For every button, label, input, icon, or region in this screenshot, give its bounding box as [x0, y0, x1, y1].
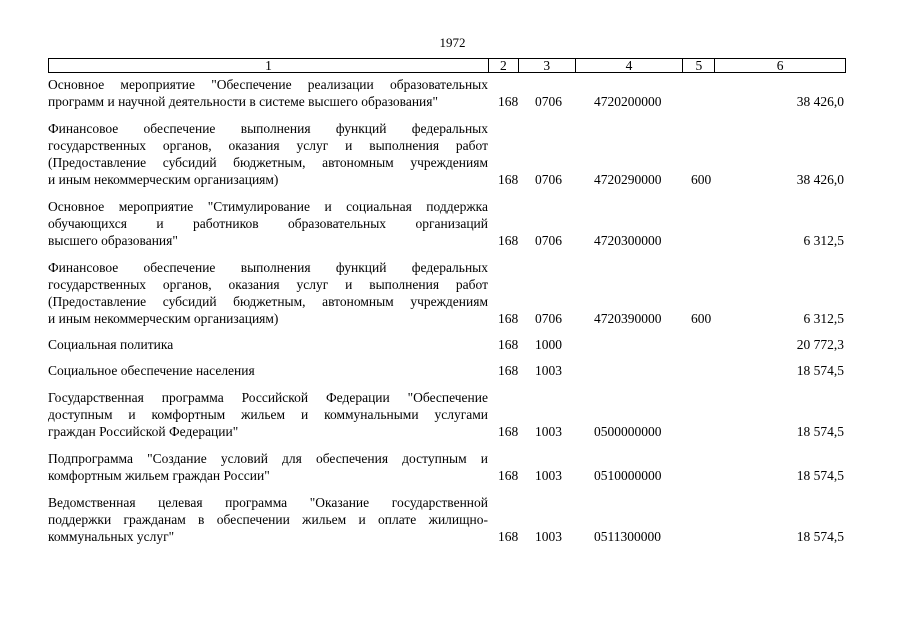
table-body: [48, 76, 846, 545]
row-cell-c3: 0706: [535, 172, 562, 187]
row-cell-c2: 168: [498, 311, 519, 326]
row-cell-c6: 38 426,0: [796, 94, 844, 109]
row-cell-c2: 168: [498, 172, 519, 187]
row-cell-c4: 4720290000: [594, 172, 662, 187]
header-col-6: 6: [776, 58, 784, 73]
description-line: Основное мероприятие "Обеспечение реализации образовательных: [48, 77, 488, 92]
description-line: доступным и комфортным жильем и коммунальными услугами: [48, 407, 488, 422]
row-cell-c3: 0706: [535, 233, 562, 248]
row-description: [48, 120, 488, 188]
description-line: Финансовое обеспечение выполнения функций федеральных: [48, 260, 488, 275]
row-cell-c2: 168: [498, 363, 519, 378]
row-description: [48, 259, 488, 327]
row-cell-c4: 0500000000: [594, 424, 662, 439]
description-line: Государственная программа Российской Федерации "Обеспечение: [48, 390, 488, 405]
row-cell-c3: 1003: [535, 468, 562, 483]
description-line: Основное мероприятие "Стимулирование и социальная поддержка: [48, 199, 488, 214]
description-line: высшего образования": [48, 233, 178, 248]
row-cell-c4: 4720390000: [594, 311, 662, 326]
table-row: [48, 494, 846, 545]
header-col-2: 2: [489, 59, 519, 72]
row-cell-c2: 168: [498, 529, 519, 544]
row-cell-c6: 18 574,5: [796, 529, 844, 544]
description-line: государственных органов, оказания услуг и выполнения работ: [48, 138, 488, 153]
row-cell-c3: 1003: [535, 529, 562, 544]
row-description: [48, 336, 488, 353]
table-row: [48, 259, 846, 327]
header-col-5: 5: [683, 59, 715, 72]
table-row: [48, 362, 846, 379]
description-line: Социальная политика: [48, 337, 174, 352]
description-line: Ведомственная целевая программа "Оказание государственной: [48, 495, 488, 510]
row-cell-c5: 600: [691, 172, 712, 187]
row-cell-c3: 1003: [535, 363, 562, 378]
row-cell-c2: 168: [498, 424, 519, 439]
header-col-3: 3: [519, 59, 576, 72]
row-cell-c6: 18 574,5: [796, 363, 844, 378]
table-row: [48, 336, 846, 353]
description-line: Социальное обеспечение населения: [48, 363, 255, 378]
description-line: (Предоставление субсидий бюджетным, автономным учреждениям: [48, 155, 488, 170]
description-line: и иным некоммерческим организациям): [48, 311, 279, 326]
row-cell-c2: 168: [498, 94, 519, 109]
description-line: и иным некоммерческим организациям): [48, 172, 279, 187]
description-line: (Предоставление субсидий бюджетным, автономным учреждениям: [48, 294, 488, 309]
row-cell-c4: 0510000000: [594, 468, 662, 483]
row-cell-c3: 1000: [535, 337, 562, 352]
header-col-4: 4: [576, 59, 684, 72]
row-description: [48, 450, 488, 484]
page-number: 1972: [439, 35, 466, 50]
row-description: [48, 198, 488, 249]
row-cell-c4: 4720300000: [594, 233, 662, 248]
description-line: программ и научной деятельности в системе высшего образования": [48, 94, 438, 109]
row-cell-c5: 600: [691, 311, 712, 326]
table-row: [48, 198, 846, 249]
description-line: государственных органов, оказания услуг и выполнения работ: [48, 277, 488, 292]
row-cell-c3: 0706: [535, 311, 562, 326]
table-row: [48, 450, 846, 484]
description-line: обучающихся и работников образовательных организаций: [48, 216, 488, 231]
description-line: Финансовое обеспечение выполнения функций федеральных: [48, 121, 488, 136]
row-cell-c6: 18 574,5: [796, 424, 844, 439]
description-line: поддержки гражданам в обеспечении жильем и оплате жилищно-: [48, 512, 488, 527]
row-description: [48, 494, 488, 545]
row-cell-c2: 168: [498, 337, 519, 352]
row-cell-c6: 20 772,3: [796, 337, 844, 352]
row-cell-c4: 4720200000: [594, 94, 662, 109]
description-line: комфортным жильем граждан России": [48, 468, 270, 483]
row-cell-c6: 6 312,5: [803, 233, 844, 248]
header-col-1: 1: [49, 59, 489, 72]
row-description: [48, 389, 488, 440]
row-cell-c2: 168: [498, 468, 519, 483]
row-cell-c2: 168: [498, 233, 519, 248]
row-cell-c4: 0511300000: [594, 529, 661, 544]
row-cell-c6: 6 312,5: [803, 311, 844, 326]
table-header: [48, 58, 846, 73]
row-cell-c6: 38 426,0: [796, 172, 844, 187]
table-row: [48, 76, 846, 110]
description-line: коммунальных услуг": [48, 529, 175, 544]
row-description: [48, 362, 488, 379]
row-cell-c3: 1003: [535, 424, 562, 439]
table-row: [48, 389, 846, 440]
row-cell-c6: 18 574,5: [796, 468, 844, 483]
description-line: Подпрограмма "Создание условий для обеспечения доступным и: [48, 451, 488, 466]
table-row: [48, 120, 846, 188]
description-line: граждан Российской Федерации": [48, 424, 239, 439]
row-cell-c3: 0706: [535, 94, 562, 109]
row-description: [48, 76, 488, 110]
